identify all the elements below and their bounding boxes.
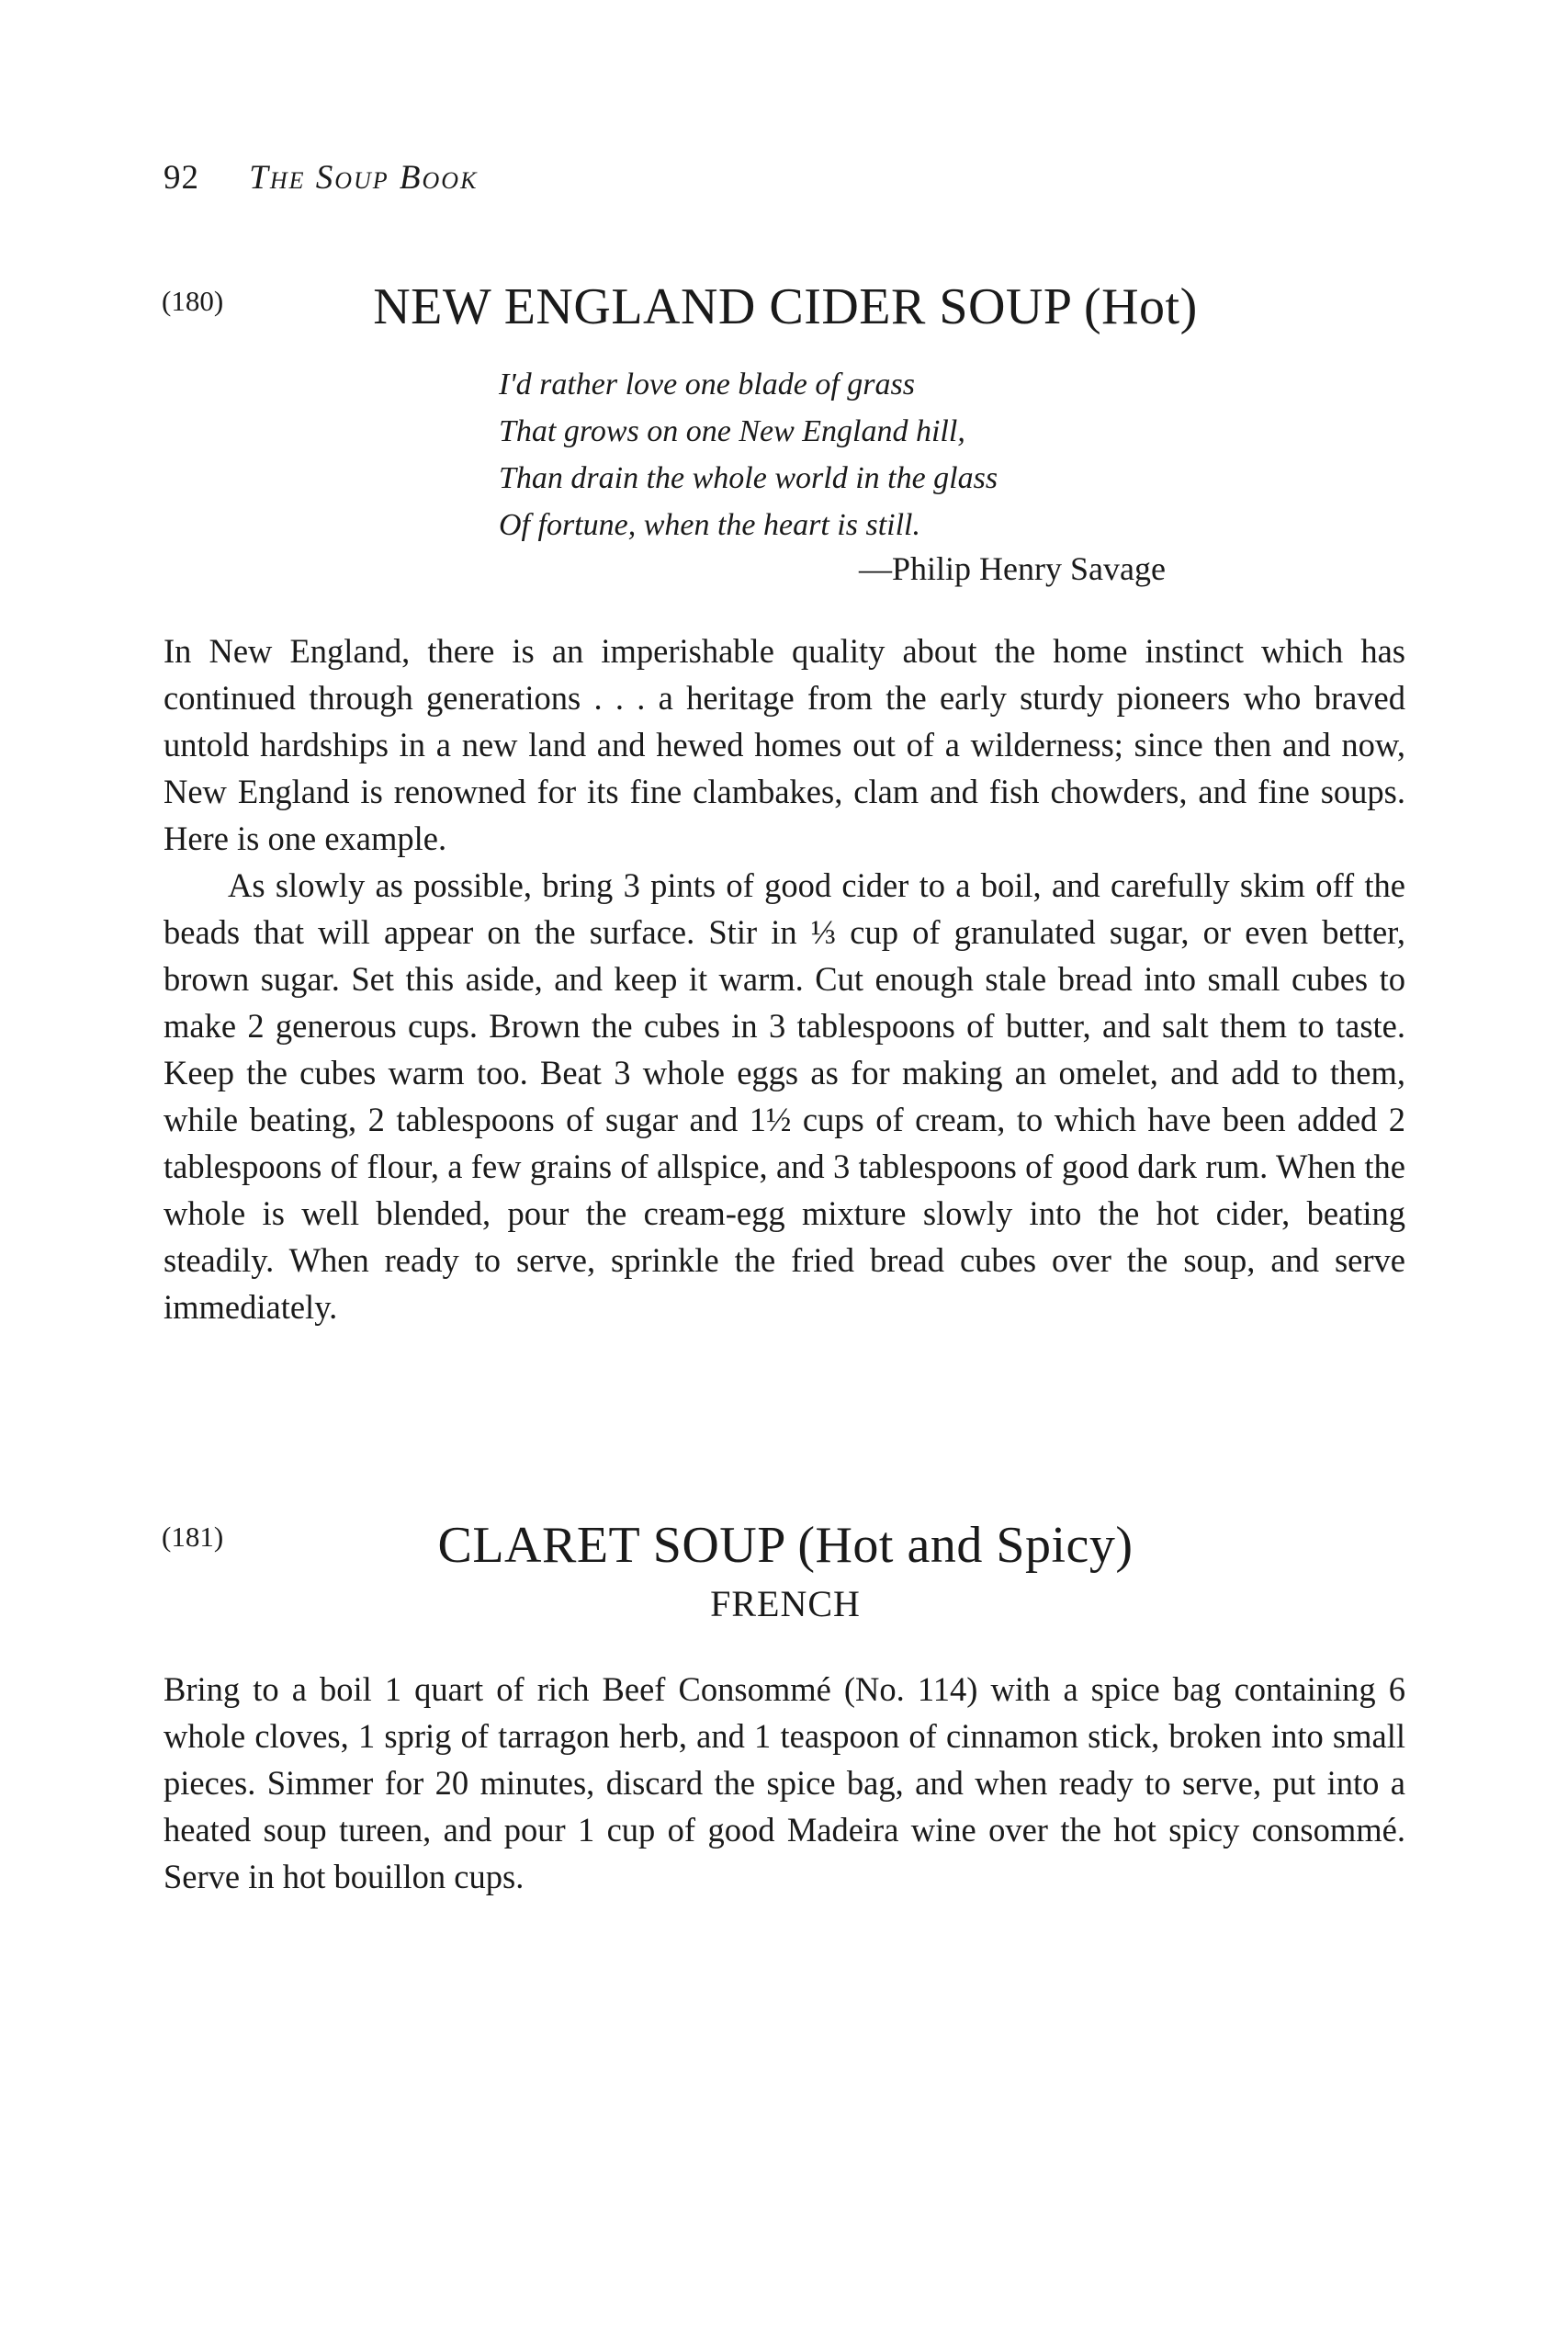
recipe-subtitle: FRENCH — [710, 1583, 861, 1624]
poem-attribution: —Philip Henry Savage — [859, 550, 1166, 587]
page-number: 92 — [164, 159, 199, 197]
poem-line: Than drain the whole world in the glass — [499, 461, 998, 495]
recipe-number: (181) — [162, 1521, 224, 1553]
intro-paragraph: In New England, there is an imperishable quality about the home instinct which has continued through generations . . . a heritage from the early sturdy pioneers who braved untold hardships in a new land and hewed homes out of a wilderness; since then and now, New England is renowned for its fine clambakes, clam and fish chowders, and fine soups. Here is one example. — [164, 632, 1405, 857]
running-head — [164, 158, 478, 198]
recipe-title: CLARET SOUP (Hot and Spicy) — [437, 1517, 1134, 1574]
poem-line: That grows on one New England hill, — [499, 414, 965, 448]
recipe-title: NEW ENGLAND CIDER SOUP (Hot) — [373, 278, 1198, 335]
poem-line: Of fortune, when the heart is still. — [499, 508, 920, 542]
method-paragraph: As slowly as possible, bring 3 pints of good cider to a boil, and carefully skim off the beads that will appear on the surface. Stir in ⅓ cup of granulated sugar, or even better, brown sugar. Set this aside, and keep it warm. Cut enough stale bread into small cubes to make 2 generous cups. Brown the cubes in 3 tablespoons of butter, and salt them to taste. Keep the cubes warm too. Beat 3 whole eggs as for making an omelet, and add to them, while beating, 2 tablespoons of sugar and 1½ cups of cream, to which have been added 2 tablespoons of flour, a few grains of allspice, and 3 tablespoons of good dark rum. When the whole is well blended, pour the cream-egg mixture slowly into the hot cider, beating steadily. When ready to serve, sprinkle the fried bread cubes over the soup, and serve immediately. — [164, 866, 1405, 1326]
recipe-number: (180) — [162, 285, 224, 317]
epigraph-poem — [499, 361, 998, 548]
poem-line: I'd rather love one blade of grass — [499, 368, 915, 401]
book-title: The Soup Book — [249, 159, 479, 197]
method-paragraph: Bring to a boil 1 quart of rich Beef Consommé (No. 114) with a spice bag containing 6 whole cloves, 1 sprig of tarragon herb, and 1 teaspoon of cinnamon stick, broken into small pieces. Simmer for 20 minutes, discard the spice bag, and when ready to serve, put into a heated soup tureen, and pour 1 cup of good Madeira wine over the hot spicy consommé. Serve in hot bouillon cups. — [164, 1670, 1405, 1895]
